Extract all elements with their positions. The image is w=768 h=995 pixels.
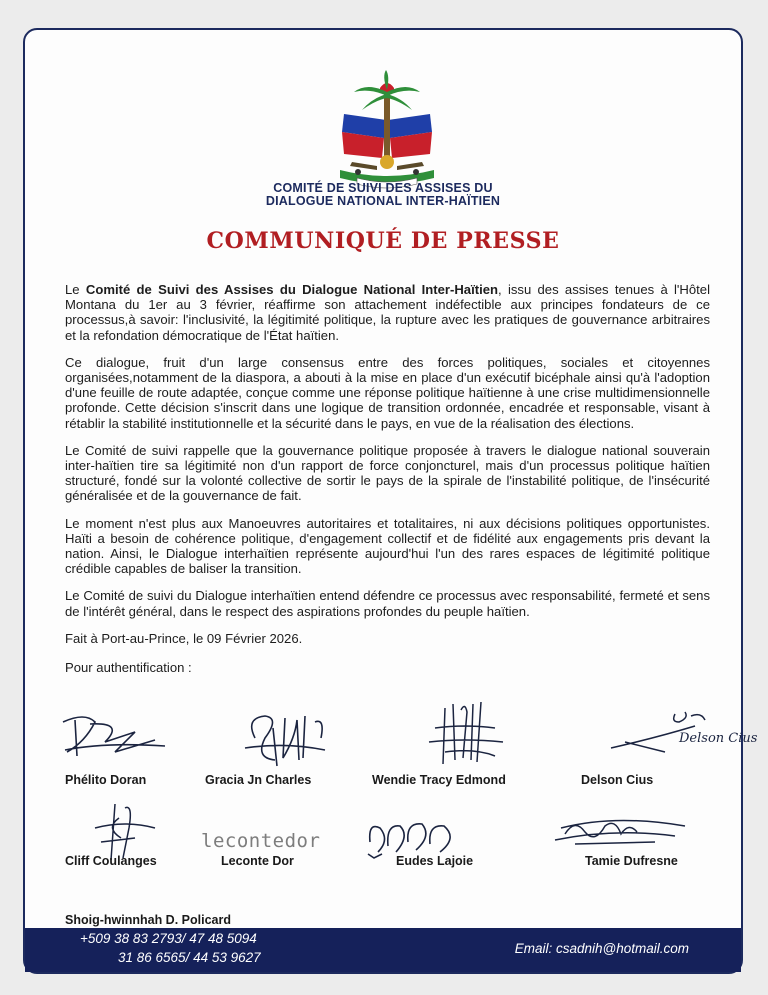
signature-wendie-tracy-edmond bbox=[415, 698, 515, 768]
delson-signature-text: Delson Cius bbox=[679, 731, 758, 746]
signatory-name-1: Phélito Doran bbox=[65, 773, 147, 787]
signature-phelito-doran bbox=[55, 712, 175, 762]
paragraph-5: Le Comité de suivi du Dialogue interhaïtien entend défendre ce processus avec responsabilité, fermeté et sens de l'intérêt général, dans le respect des aspirations profondes du peuple haïtien. bbox=[65, 588, 710, 619]
paragraph-2: Ce dialogue, fruit d'un large consensus entre des forces politiques, sociales et citoyennes organisées,notamment de la diaspora, a abouti à la mise en place d'un exécutif bicéphale ainsi qu'à l'adoption d'une feuille de route adaptée, conçue comme une réponse politique haïtienne à une crise multidimensionnelle profonde. Cette décision s'inscrit dans une logique de transition ordonnée, encadrée et responsable, visant à rétablir la stabilité institutionnelle et la sécurité dans le pays, en vue de la réalisation des élections. bbox=[65, 354, 710, 431]
contact-email[interactable]: Email: csadnih@hotmail.com bbox=[514, 941, 689, 956]
signatory-name-9: Shoig-hwinnhah D. Policard bbox=[65, 913, 231, 927]
place-date: Fait à Port-au-Prince, le 09 Février 2026. bbox=[65, 630, 303, 646]
signatory-name-7: Eudes Lajoie bbox=[396, 854, 474, 868]
p1-rest: , issu des assises tenues à l'Hôtel Montana du 1er au 3 février, réaffirme son attachement indéfectible aux principes fondateurs de ce processus,à savoir: l'inclusivité, la légitimité politique, la rupture avec les pratiques de gouvernance arbitraires et la refondation démocratique de l'État haïtien. bbox=[65, 282, 711, 343]
organization-name-line1: COMITÉ DE SUIVI DES ASSISES DU bbox=[273, 181, 493, 195]
organization-name-line2: DIALOGUE NATIONAL INTER-HAÏTIEN bbox=[265, 194, 501, 208]
phone-line-1: +509 38 83 2793/ 47 48 5094 bbox=[80, 931, 257, 946]
document-body bbox=[65, 282, 710, 689]
signatures-area bbox=[25, 708, 758, 927]
signatory-name-5: Cliff Coulanges bbox=[65, 854, 157, 868]
p1-prefix: Le bbox=[65, 282, 86, 297]
contact-footer bbox=[25, 928, 741, 972]
paragraph-4: Le moment n'est plus aux Manoeuvres autoritaires et totalitaires, ni aux décisions politiques opportunistes. Haïti a besoin de cohérence politique, d'engagement collectif et de fidélité aux engagements pris devant la nation. Ainsi, le Dialogue interhaïtien représente aujourd'hui l'un des rares espaces de légitimité politique crédible capables de baliser la transition. bbox=[65, 515, 710, 577]
committee-name: Comité de Suivi des Assises du Dialogue National Inter-Haïtien bbox=[85, 282, 499, 297]
signatory-name-2: Gracia Jn Charles bbox=[205, 773, 312, 787]
signatory-name-8: Tamie Dufresne bbox=[585, 854, 678, 868]
document-title: COMMUNIQUÉ DE PRESSE bbox=[206, 228, 560, 254]
authentication-label: Pour authentification : bbox=[65, 660, 192, 676]
paragraph-3: Le Comité de suivi rappelle que la gouvernance politique proposée à travers le dialogue national souverain inter-haïtien tire sa légitimité non d'un rapport de force conjoncturel, mais d'un processus politique haïtien structuré, fondé sur la volonté collective de sortir le pays de la spirale de l'instabilité politique, de l'insécurité généralisée et de la gouvernance de fait. bbox=[65, 442, 710, 504]
signature-gracia-jn-charles bbox=[225, 708, 335, 768]
signature-tamie-dufresne bbox=[525, 808, 695, 858]
signatory-name-4: Delson Cius bbox=[581, 773, 654, 787]
signatory-name-3: Wendie Tracy Edmond bbox=[372, 773, 506, 787]
paragraph-1 bbox=[65, 282, 710, 343]
signature-delson-cius bbox=[605, 708, 758, 758]
leconte-dor-stamp: lecontedor bbox=[201, 830, 321, 852]
signatory-name-6: Leconte Dor bbox=[221, 854, 294, 868]
haiti-coat-of-arms-icon bbox=[322, 70, 452, 190]
press-release-page bbox=[23, 28, 758, 974]
phone-line-2: 31 86 6565/ 44 53 9627 bbox=[118, 950, 261, 965]
